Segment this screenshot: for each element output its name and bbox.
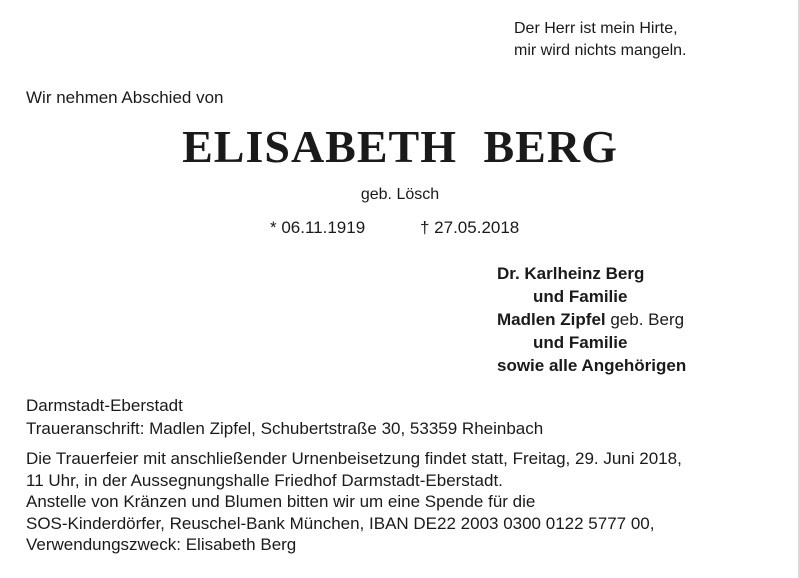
mourner-line-4: und Familie [533, 333, 628, 352]
funeral-details [26, 448, 682, 556]
birth-date: * 06.11.1919 [270, 218, 366, 237]
mourner-line-3 [497, 308, 686, 331]
maiden-name: geb. Lösch [360, 186, 440, 203]
place-text: Darmstadt-Eberstadt [26, 396, 183, 415]
mourner-line-1: Dr. Karlheinz Berg [497, 264, 645, 283]
mourner-line-5: sowie alle Angehörigen [497, 356, 687, 375]
mourning-address: Traueranschrift: Madlen Zipfel, Schubertstraße 30, 53359 Rheinbach [26, 419, 544, 438]
mourner-maiden-note: geb. Berg [605, 310, 685, 329]
details-line-3: Anstelle von Kränzen und Blumen bitten wir um eine Spende für die [26, 492, 536, 511]
mourner-name-madlen: Madlen Zipfel [497, 310, 606, 329]
details-line-4: SOS-Kinderdörfer, Reuschel-Bank München, IBAN DE22 2003 0300 0122 5777 00, [26, 513, 655, 533]
deceased-name: ELISABETH BERG [182, 121, 618, 172]
intro-text: Wir nehmen Abschied von [26, 88, 224, 107]
details-line-1: Die Trauerfeier mit anschließender Urnenbeisetzung findet statt, Freitag, 29. Juni 2018, [26, 449, 682, 468]
mourner-line-2: und Familie [533, 287, 628, 306]
psalm-quote [514, 18, 687, 62]
mourners-list [497, 262, 686, 377]
death-date: † 27.05.2018 [420, 218, 520, 237]
psalm-line-1: Der Herr ist mein Hirte, [514, 20, 678, 37]
psalm-line-2: mir wird nichts mangeln. [514, 42, 687, 59]
details-line-2: 11 Uhr, in der Aussegnungshalle Friedhof Darmstadt-Eberstadt. [26, 470, 503, 490]
details-line-5: Verwendungszweck: Elisabeth Berg [26, 535, 297, 554]
